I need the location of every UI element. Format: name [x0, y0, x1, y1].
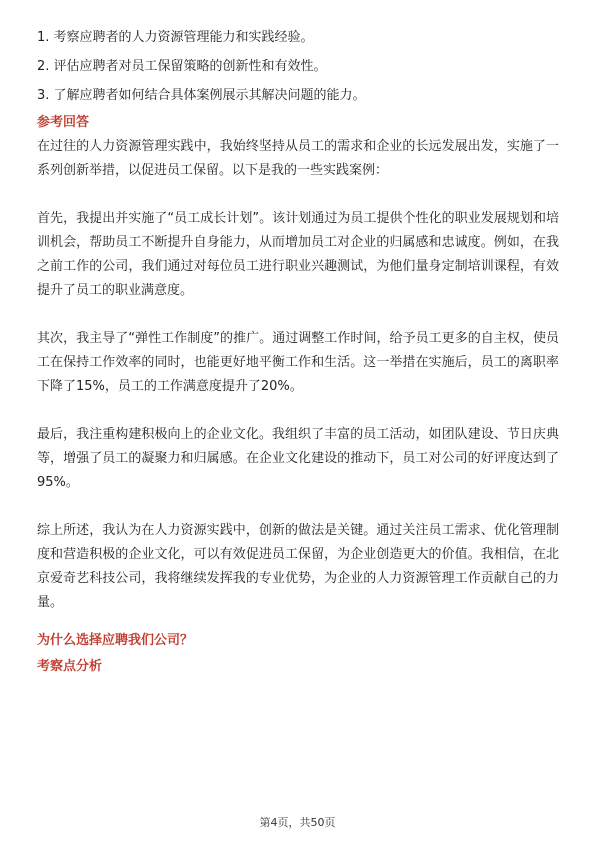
paragraph-third: 最后，我注重构建积极向上的企业文化。我组织了丰富的员工活动，如团队建设、节日庆典等，增强了员工的凝聚力和归属感。在企业文化建设的推动下，员工对公司的好评度达到了95%。 — [37, 427, 559, 490]
analysis-heading: 考察点分析 — [37, 659, 103, 674]
list-item-1: 1. 考察应聘者的人力资源管理能力和实践经验。 — [37, 30, 314, 45]
page-content — [37, 28, 559, 677]
reference-answer-heading: 参考回答 — [37, 115, 90, 130]
page-number-footer: 第4页，共50页 — [259, 816, 336, 829]
paragraph-intro: 在过往的人力资源管理实践中，我始终坚持从员工的需求和企业的长远发展出发，实施了一系列创新举措，以促进员工保留。以下是我的一些实践案例： — [37, 139, 559, 178]
paragraph-conclusion: 综上所述，我认为在人力资源实践中，创新的做法是关键。通过关注员工需求、优化管理制度和营造积极的企业文化，可以有效促进员工保留，为企业创造更大的价值。我相信，在北京爱奇艺科技公司，我将继续发挥我的专业优势，为企业的人力资源管理工作贡献自己的力量。 — [37, 523, 559, 610]
paragraph-first: 首先，我提出并实施了“员工成长计划”。该计划通过为员工提供个性化的职业发展规划和培训机会，帮助员工不断提升自身能力，从而增加员工对企业的归属感和忠诚度。例如，在我之前工作的公司，我们通过对每位员工进行职业兴趣测试，为他们量身定制培训课程，有效提升了员工的职业满意度。 — [37, 211, 559, 298]
list-item-3: 3. 了解应聘者如何结合具体案例展示其解决问题的能力。 — [37, 88, 366, 103]
list-item-2: 2. 评估应聘者对员工保留策略的创新性和有效性。 — [37, 59, 327, 74]
paragraph-second: 其次，我主导了“弹性工作制度”的推广。通过调整工作时间，给予员工更多的自主权，使员工在保持工作效率的同时，也能更好地平衡工作和生活。这一举措在实施后，员工的离职率下降了15%，员工的工作满意度提升了20%。 — [37, 331, 559, 394]
question-heading: 为什么选择应聘我们公司？ — [37, 633, 194, 648]
